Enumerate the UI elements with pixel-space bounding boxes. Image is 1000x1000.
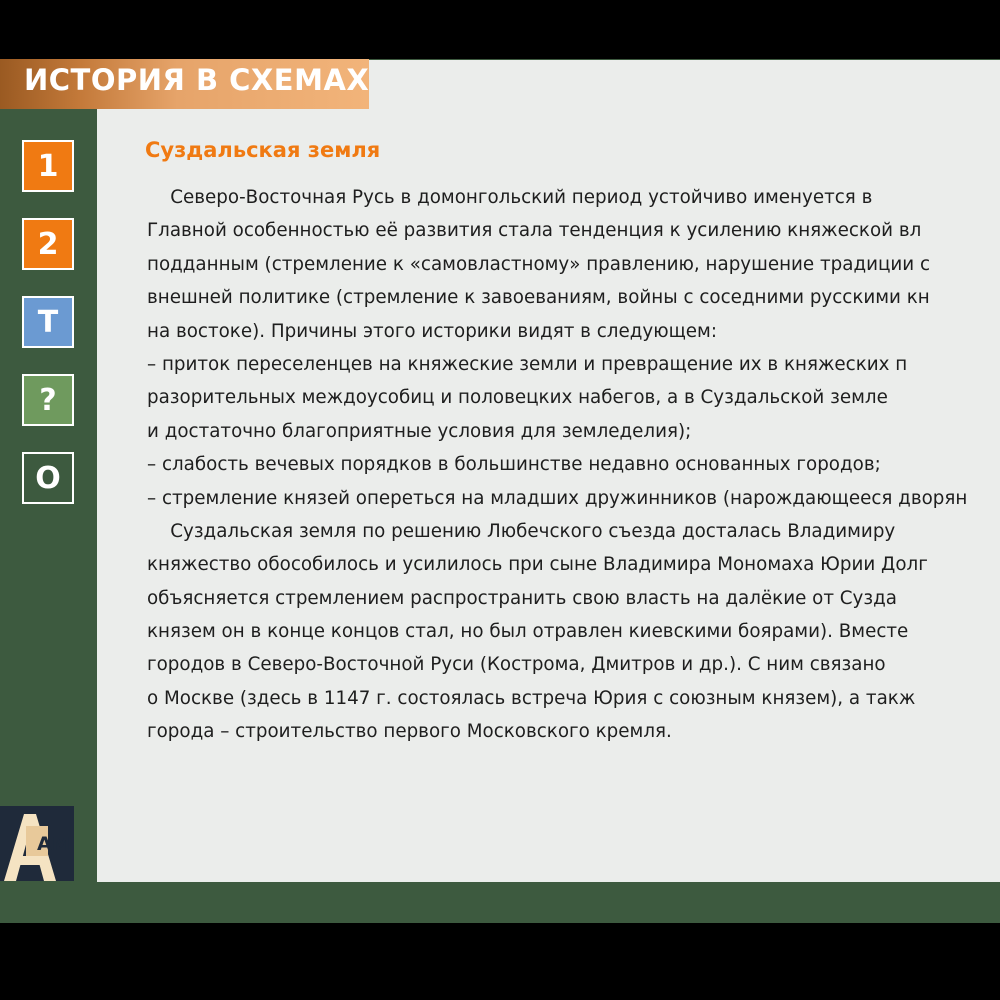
text-line: князем он в конце концов стал, но был отравлен киевскими боярами). Вместе (147, 621, 909, 643)
text-line: о Москве (здесь в 1147 г. состоялась встреча Юрия с союзным князем), а такж (147, 687, 916, 709)
text-line: разорительных междоусобиц и половецких набегов, а в Суздальской земле (147, 387, 888, 409)
text-line: – приток переселенцев на княжеские земли и превращение их в княжеских п (147, 353, 908, 375)
text-line: Северо-Восточная Русь в домонгольский период устойчиво именуется в (147, 187, 873, 208)
logo-graphic (0, 806, 74, 881)
nav-button-theory[interactable]: Т (22, 296, 74, 348)
text-line: – стремление князей опереться на младших дружинников (нарождающееся дворян (147, 487, 968, 509)
header-title: ИСТОРИЯ В СХЕМАХ (24, 63, 370, 97)
text-line: городов в Северо-Восточной Руси (Кострома, Дмитров и др.). С ним связано (147, 654, 886, 676)
section-title: Суздальская земля (145, 138, 381, 162)
text-line: и достаточно благоприятные условия для земледелия); (147, 420, 692, 442)
text-line: города – строительство первого Московского кремля. (147, 721, 672, 743)
logo-text: АМ (37, 833, 71, 855)
nav-button-question[interactable]: ? (22, 374, 74, 426)
text-line: подданным (стремление к «самовластному» правлению, нарушение традиции с (147, 253, 931, 275)
text-line: на востоке). Причины этого историки видят в следующем: (147, 320, 718, 342)
text-line: княжество обособилось и усилилось при сыне Владимира Мономаха Юрии Долг (147, 554, 928, 576)
body-text (147, 181, 1000, 749)
am-logo (0, 806, 74, 881)
text-line: Суздальская земля по решению Любечского съезда досталась Владимиру (147, 520, 896, 542)
text-line: Главной особенностью её развития стала тенденция к усилению княжеской вл (147, 220, 922, 242)
nav-button-2[interactable]: 2 (22, 218, 74, 270)
bottom-black-bar (0, 923, 1000, 1000)
text-line: внешней политике (стремление к завоеваниям, войны с соседними русскими кн (147, 287, 930, 309)
nav-button-1[interactable]: 1 (22, 140, 74, 192)
nav-button-answers[interactable]: О (22, 452, 74, 504)
content-panel (97, 60, 1000, 882)
text-line: – слабость вечевых порядков в большинстве недавно основанных городов; (147, 454, 881, 476)
header-banner (0, 59, 369, 109)
text-line: объясняется стремлением распространить свою власть на далёкие от Сузда (147, 587, 897, 609)
slide (0, 59, 1000, 923)
